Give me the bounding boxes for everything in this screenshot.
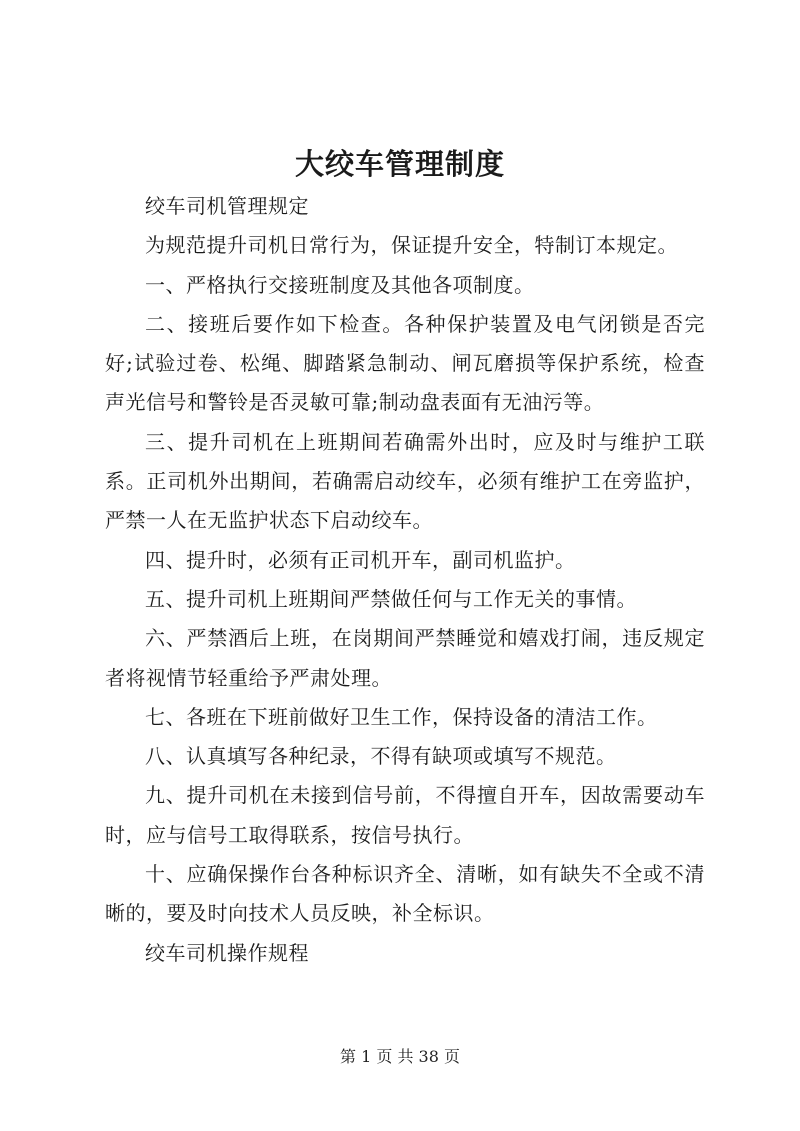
paragraph-rule-7: 七、各班在下班前做好卫生工作，保持设备的清洁工作。 xyxy=(145,704,658,729)
paragraph-rule-8: 八、认真填写各种纪录，不得有缺项或填写不规范。 xyxy=(145,744,617,769)
paragraph-rule-1: 一、严格执行交接班制度及其他各项制度。 xyxy=(145,272,535,297)
paragraph-rule-3: 三、提升司机在上班期间若确需外出时，应及时与维护工联系。正司机外出期间，若确需启动绞车，必须有维护工在旁监护，严禁一人在无监护状态下启动绞车。 xyxy=(105,429,705,533)
paragraph-next-section-heading: 绞车司机操作规程 xyxy=(145,940,309,965)
paragraph-rule-5: 五、提升司机上班期间严禁做任何与工作无关的事情。 xyxy=(145,586,637,611)
paragraph-rule-10: 十、应确保操作台各种标识齐全、清晰，如有缺失不全或不清晰的，要及时向技术人员反映，补全标识。 xyxy=(105,862,705,926)
page-number-footer: 第 1 页 共 38 页 xyxy=(340,1047,460,1066)
document-body xyxy=(105,187,705,973)
paragraph-section-heading: 绞车司机管理规定 xyxy=(145,194,309,218)
paragraph-rule-4: 四、提升时，必须有正司机开车，副司机监护。 xyxy=(145,547,576,572)
paragraph-rule-2: 二、接班后要作如下检查。各种保护装置及电气闭锁是否完好;试验过卷、松绳、脚踏紧急制动、闸瓦磨损等保护系统，检查声光信号和警铃是否灵敏可靠;制动盘表面有无油污等。 xyxy=(105,311,705,415)
document-title: 大绞车管理制度 xyxy=(294,147,505,181)
paragraph-intro: 为规范提升司机日常行为，保证提升安全，特制订本规定。 xyxy=(145,233,678,258)
paragraph-rule-6: 六、严禁酒后上班，在岗期间严禁睡觉和嬉戏打闹，违反规定者将视情节轻重给予严肃处理。 xyxy=(105,626,705,690)
paragraph-rule-9: 九、提升司机在未接到信号前，不得擅自开车，因故需要动车时，应与信号工取得联系，按信号执行。 xyxy=(105,783,705,847)
